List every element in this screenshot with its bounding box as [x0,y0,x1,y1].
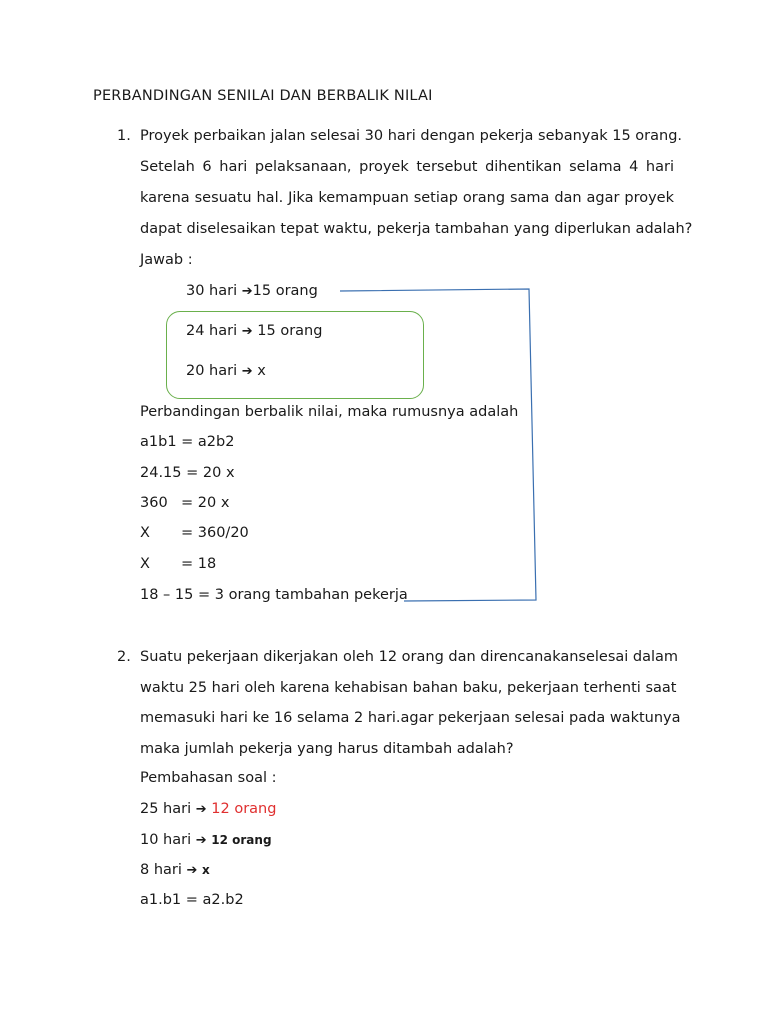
question-1-line-3: karena sesuatu hal. Jika kemampuan setiap orang sama dan agar proyek [140,190,674,206]
formula-step-5-left: X [140,556,150,572]
ratio-row-3-left: 20 hari [186,363,238,379]
arrow-right-icon: ➔ [241,284,253,299]
ratio-row-2-right: 15 orang [257,323,323,339]
arrow-right-icon: ➔ [186,863,198,878]
arrow-right-icon: ➔ [195,802,207,817]
ratio-row-1-left: 30 hari [186,283,238,299]
q2-ratio-row-3 [140,862,210,878]
q2-ratio-row-1-right: 12 orang [211,801,277,817]
q2-ratio-row-3-left: 8 hari [140,862,182,878]
formula-step-5-right: = 18 [181,556,217,572]
question-1-number: 1. [117,128,131,144]
solution-label: Pembahasan soal : [140,770,277,786]
question-2-number: 2. [117,649,131,665]
q2-ratio-row-3-right: x [202,863,210,877]
formula-step-3-right: = 20 x [181,495,230,511]
formula-step-4-right: = 360/20 [181,525,249,541]
question-1-line-2: Setelah 6 hari pelaksanaan, proyek tersebut dihentikan selama 4 hari [140,159,674,175]
question-1-line-4: dapat diselesaikan tepat waktu, pekerja tambahan yang diperlukan adalah? [140,221,693,237]
formula-step-1: a1b1 = a2b2 [140,434,235,450]
arrow-right-icon: ➔ [241,324,253,339]
question-2-line-1: Suatu pekerjaan dikerjakan oleh 12 orang dan direncanakanselesai dalam [140,649,679,665]
result-line: 18 – 15 = 3 orang tambahan pekerja [140,587,408,603]
ratio-row-1-right: 15 orang [252,283,318,299]
question-1-line-1: Proyek perbaikan jalan selesai 30 hari dengan pekerja sebanyak 15 orang. [140,128,683,144]
q2-ratio-row-1 [140,801,276,817]
formula-intro: Perbandingan berbalik nilai, maka rumusnya adalah [140,404,519,420]
ratio-row-3-right: x [257,363,266,379]
arrow-right-icon: ➔ [195,833,207,848]
ratio-row-2-left: 24 hari [186,323,238,339]
formula-step-2: 24.15 = 20 x [140,465,235,481]
q2-formula-step-1: a1.b1 = a2.b2 [140,892,244,908]
formula-step-3-left: 360 [140,495,168,511]
answer-label: Jawab : [140,252,193,268]
question-2-line-4: maka jumlah pekerja yang harus ditambah adalah? [140,741,514,757]
question-2-line-2: waktu 25 hari oleh karena kehabisan bahan baku, pekerjaan terhenti saat [140,680,677,696]
arrow-right-icon: ➔ [241,364,253,379]
formula-step-4-left: X [140,525,150,541]
page-title: PERBANDINGAN SENILAI DAN BERBALIK NILAI [93,88,433,104]
q2-ratio-row-2 [140,832,272,848]
q2-ratio-row-2-left: 10 hari [140,832,192,848]
q2-ratio-row-2-right: 12 orang [211,833,272,847]
q2-ratio-row-1-left: 25 hari [140,801,192,817]
question-2-line-3: memasuki hari ke 16 selama 2 hari.agar pekerjaan selesai pada waktunya [140,710,681,726]
